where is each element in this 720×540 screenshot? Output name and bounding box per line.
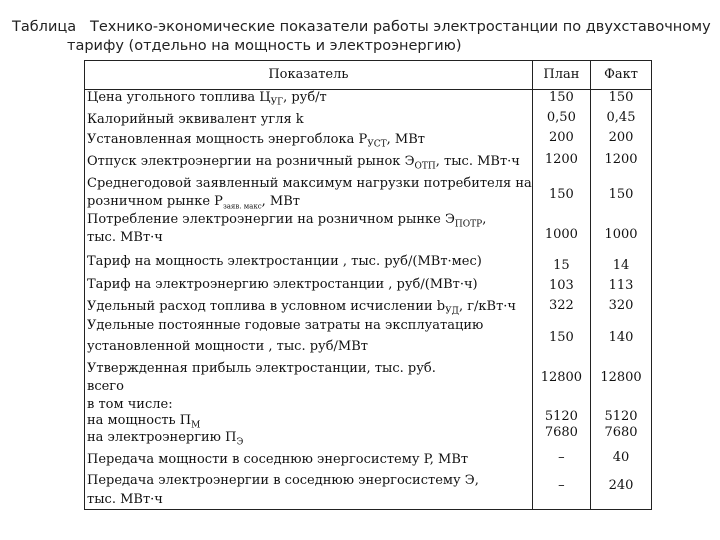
table-body-row [85, 90, 652, 510]
row-label-11b: всего [87, 379, 124, 394]
caption-label: Таблица [12, 19, 77, 35]
plan-value-4: 1200 [544, 152, 578, 167]
fact-value-7: 14 [612, 258, 630, 273]
plan-value-8: 103 [548, 278, 574, 293]
plan-value-9: 322 [548, 298, 574, 313]
fact-value-10: 140 [608, 330, 634, 345]
row-label-1: Цена угольного топлива $Ц_{УГ}$, руб/т [87, 90, 327, 108]
fact-value-9: 320 [608, 298, 634, 313]
row-label-3: Установленная мощность энергоблока $P_{УСТ}$, МВт [87, 132, 425, 150]
fact-value-2: 0,45 [606, 110, 636, 125]
plan-value-6: 1000 [544, 227, 578, 242]
row-label-11e: на электроэнергию $П_Э$ [87, 430, 244, 448]
header-fact: Факт [591, 61, 652, 90]
plan-value-3: 200 [548, 130, 574, 145]
caption-text-1: Технико-экономические показатели работы электростанции по двухставочному [90, 19, 711, 35]
indicator-column [85, 90, 533, 510]
fact-value-11-total: 12800 [600, 370, 642, 385]
plan-column [532, 90, 590, 510]
header-row [85, 61, 652, 90]
row-label-10b: установленной мощности , тыс. руб/МВт [87, 339, 368, 354]
row-label-8: Тариф на электроэнергию электростанции , руб/(МВт·ч) [87, 277, 478, 292]
fact-value-11-capacity: 5120 [604, 409, 638, 424]
plan-value-7: 15 [553, 258, 570, 273]
row-label-10a: Удельные постоянные годовые затраты на эксплуатацию [87, 318, 484, 333]
fact-column [591, 90, 652, 510]
fact-value-13: 240 [608, 478, 634, 493]
row-label-11c: в том числе: [87, 397, 173, 412]
plan-value-5: 150 [548, 187, 574, 202]
fact-value-3: 200 [608, 130, 634, 145]
row-label-11d: на мощность $П_М$ [87, 413, 201, 431]
fact-value-4: 1200 [604, 152, 638, 167]
plan-value-13: – [558, 478, 565, 493]
row-label-7: Тариф на мощность электростанции , тыс. руб/(МВт·мес) [87, 254, 482, 269]
row-label-4: Отпуск электроэнергии на розничный рынок $Э_{ОТП}$, тыс. МВт·ч [87, 154, 520, 172]
fact-value-6: 1000 [604, 227, 638, 242]
plan-value-2: 0,50 [546, 110, 576, 125]
plan-value-11-capacity: 5120 [544, 409, 578, 424]
fact-value-11-energy: 7680 [604, 425, 638, 440]
header-plan: План [532, 61, 590, 90]
plan-value-12: – [558, 450, 565, 465]
row-label-6b: тыс. МВт·ч [87, 230, 163, 245]
row-label-9: Удельный расход топлива в условном исчислении $b_{УД}$, г/кВт·ч [87, 299, 516, 317]
row-label-5b: розничном рынке $P_{заяв. макс}$, МВт [87, 194, 300, 211]
plan-value-10: 150 [548, 330, 574, 345]
fact-value-8: 113 [608, 278, 634, 293]
row-label-13a: Передача электроэнергии в соседнюю энергосистему Э, [87, 473, 479, 488]
row-label-11a: Утвержденная прибыль электростанции, тыс. руб. [87, 361, 436, 376]
plan-value-11-energy: 7680 [544, 425, 578, 440]
fact-value-1: 150 [608, 90, 634, 105]
fact-value-5: 150 [608, 187, 634, 202]
row-label-6a: Потребление электроэнергии на розничном рынке $Э_{ПОТР}$, [87, 212, 487, 230]
row-label-12: Передача мощности в соседнюю энергосистему P, МВт [87, 452, 469, 467]
table-caption [12, 18, 712, 56]
caption-line-1 [12, 18, 712, 37]
caption-line-2: тарифу (отдельно на мощность и электроэнергию) [67, 38, 462, 54]
row-label-5a: Среднегодовой заявленный максимум нагрузки потребителя на [87, 176, 532, 191]
plan-value-11-total: 12800 [540, 370, 583, 385]
indicators-table [84, 60, 652, 510]
header-indicator: Показатель [85, 61, 533, 90]
row-label-2: Калорийный эквивалент угля k [87, 112, 304, 127]
fact-value-12: 40 [612, 450, 630, 465]
plan-value-1: 150 [548, 90, 574, 105]
row-label-13b: тыс. МВт·ч [87, 492, 163, 507]
